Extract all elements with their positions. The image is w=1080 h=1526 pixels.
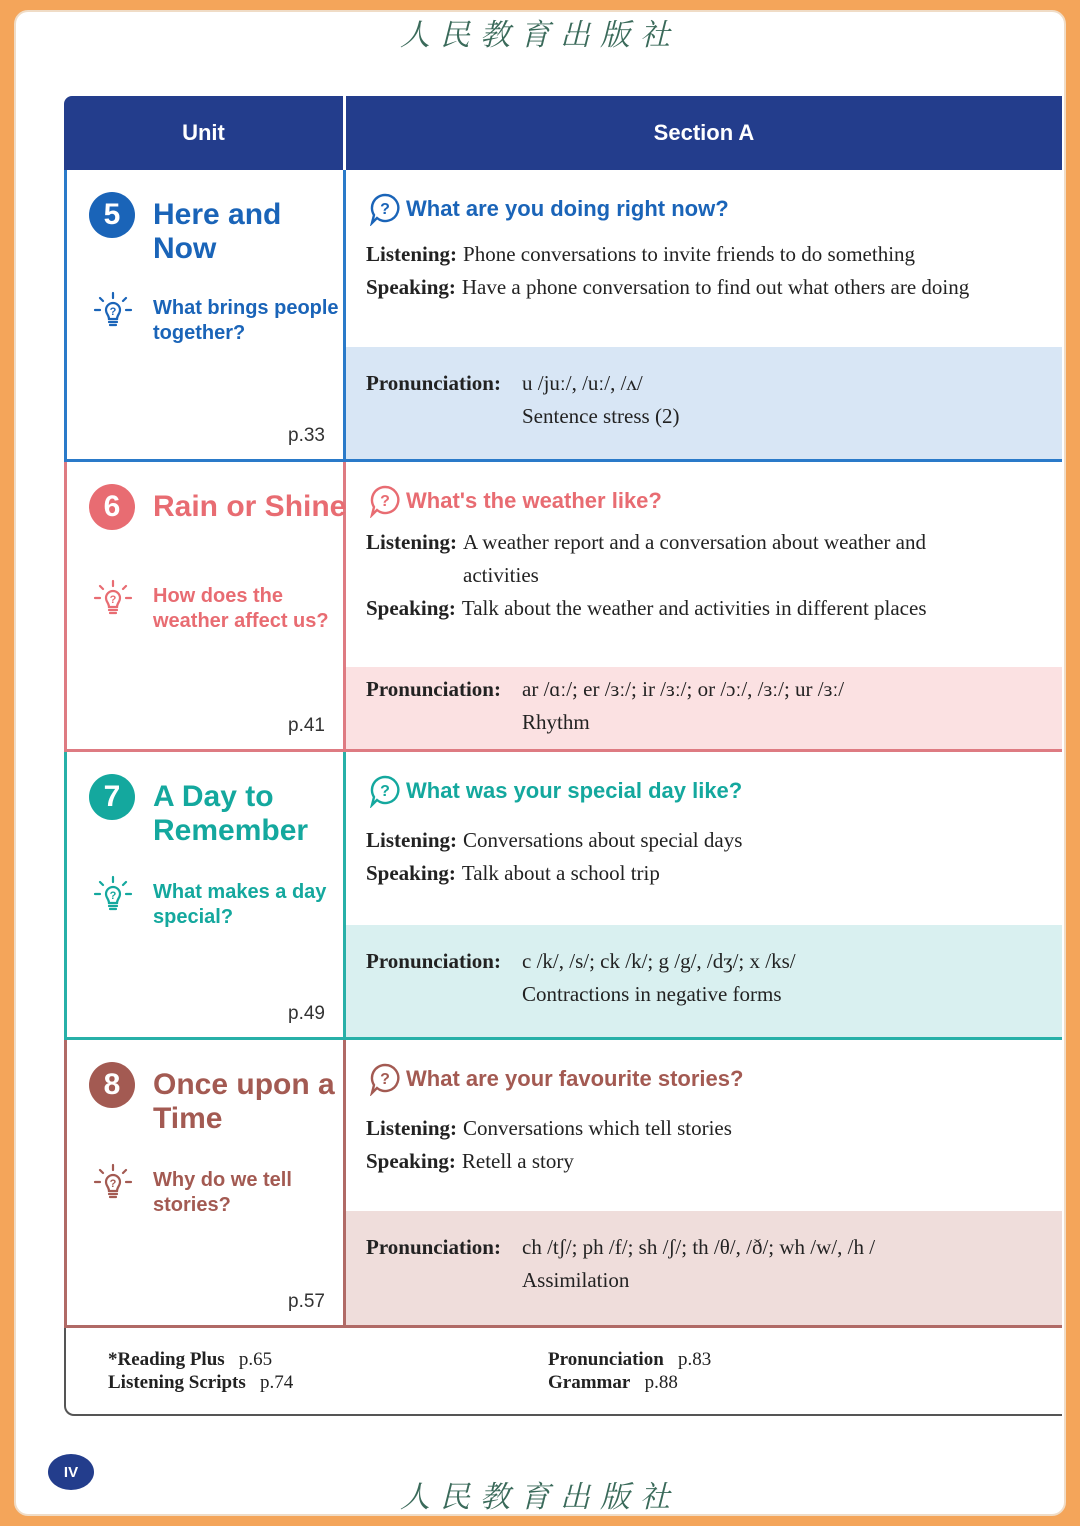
listening-line [366,1112,1002,1145]
pronunciation-topic: Assimilation [522,1268,630,1292]
pronunciation-sounds: ch /tʃ/; ph /f/; sh /ʃ/; th /θ/, /ð/; wh /w/, /h / [522,1235,876,1259]
speaking-label: Speaking: [366,1149,456,1173]
skills-block [366,526,1002,625]
big-question: Why do we tell stories? [153,1169,292,1216]
section-column-header: Section A [653,120,755,145]
unit-page-ref: p.49 [288,1003,325,1024]
section-cell [346,170,1062,462]
section-cell [346,1040,1062,1328]
section-question [368,774,742,808]
appendix-box [64,1328,1062,1416]
pronunciation-label-spacer [366,400,516,433]
question-bubble-icon [368,192,402,226]
section-question-text: What's the weather like? [406,488,662,513]
reading-plus-page: p.65 [238,1349,273,1370]
section-question [368,484,662,518]
svg-text:?: ? [109,594,117,606]
appendix-left [108,1348,293,1394]
unit-number-badge: 7 [89,774,135,820]
pronunciation-label: Pronunciation: [366,677,501,701]
grammar-line[interactable] [548,1371,711,1394]
listening-scripts-line[interactable] [108,1371,293,1394]
pronunciation-line [366,673,1062,706]
speaking-label: Speaking: [366,275,456,299]
unit-page-ref: p.57 [288,1291,325,1312]
speaking-text: Talk about a school trip [461,861,660,885]
reading-plus-line[interactable] [108,1348,293,1371]
svg-text:?: ? [380,493,390,510]
pronunciation-label-spacer [366,706,516,739]
pronunciation-sounds: ar /ɑː/; er /ɜː/; ir /ɜː/; or /ɔː/, /ɜː/; ur /ɜː/ [522,677,845,701]
svg-text:?: ? [109,306,117,318]
unit-number-badge: 6 [89,484,135,530]
unit-cell [64,462,346,752]
speaking-line [366,857,1002,890]
svg-text:?: ? [109,1178,117,1190]
pronunciation-label-spacer [366,1264,516,1297]
listening-label: Listening: [366,530,458,554]
pronunciation-line-2 [366,978,1062,1011]
question-bubble-icon [368,774,402,808]
speaking-label: Speaking: [366,861,456,885]
lightbulb-icon [91,1160,135,1204]
pronunciation-box [346,925,1062,1037]
pronunciation-sounds: c /k/, /s/; ck /k/; g /g/, /dʒ/; x /ks/ [522,949,796,973]
pronunciation-appendix-page: p.83 [678,1349,712,1370]
unit-cell [64,1040,346,1328]
page-number: IV [48,1454,94,1490]
svg-text:?: ? [380,1071,390,1088]
table-header [64,96,1062,170]
unit-title: Once upon a Time [153,1068,335,1135]
skills-block [366,238,1002,304]
listening-scripts-page: p.74 [260,1372,294,1393]
pronunciation-sounds: u /juː/, /uː/, /ʌ/ [522,371,643,395]
skills-block [366,1112,1002,1178]
listening-text: Conversations about special days [463,828,743,852]
pronunciation-label: Pronunciation: [366,949,501,973]
big-question: What brings people together? [153,297,339,344]
pronunciation-appendix-line[interactable] [548,1348,711,1371]
skills-block [366,824,1002,890]
grammar-label: Grammar [548,1372,631,1393]
unit-cell [64,752,346,1040]
pronunciation-line-2 [366,706,1062,739]
pronunciation-topic: Rhythm [522,710,590,734]
unit-title: A Day to Remember [153,780,309,847]
unit-title: Here and Now [153,198,282,265]
unit-row [64,1040,1062,1328]
pronunciation-box [346,347,1062,459]
appendix-right [548,1348,711,1394]
listening-label: Listening: [366,1116,458,1140]
pronunciation-box [346,667,1062,749]
listening-text: A weather report and a conversation about weather and activities [463,530,926,587]
speaking-text: Retell a story [461,1149,574,1173]
section-cell [346,752,1062,1040]
section-question-text: What are your favourite stories? [406,1066,744,1091]
pronunciation-box [346,1211,1062,1325]
pronunciation-label: Pronunciation: [366,371,501,395]
pronunciation-line [366,945,1062,978]
unit-column-header: Unit [64,96,346,170]
pronunciation-label-spacer [366,978,516,1011]
unit-number-badge: 5 [89,192,135,238]
section-question [368,192,729,226]
publisher-watermark-top: 人民教育出版社 [400,18,680,53]
listening-scripts-label: Listening Scripts [108,1372,246,1393]
unit-row [64,170,1062,462]
unit-row [64,462,1062,752]
grammar-page: p.88 [644,1372,678,1393]
section-question-text: What are you doing right now? [406,196,729,221]
listening-label: Listening: [366,242,458,266]
pronunciation-label: Pronunciation: [366,1235,501,1259]
listening-line [366,824,1002,857]
unit-cell [64,170,346,462]
svg-text:?: ? [380,783,390,800]
speaking-text: Have a phone conversation to find out what others are doing [461,275,970,299]
question-bubble-icon [368,1062,402,1096]
pronunciation-topic: Sentence stress (2) [522,404,680,428]
listening-text: Phone conversations to invite friends to do something [463,242,916,266]
big-question: How does the weather affect us? [153,585,329,632]
speaking-line [366,592,1002,625]
unit-page-ref: p.41 [288,715,325,736]
speaking-text: Talk about the weather and activities in different places [461,596,927,620]
svg-text:?: ? [380,201,390,218]
lightbulb-icon [91,872,135,916]
section-question [368,1062,743,1096]
unit-row [64,752,1062,1040]
listening-line [366,238,1002,271]
listening-text: Conversations which tell stories [463,1116,732,1140]
speaking-line [366,271,1002,304]
pronunciation-appendix-label: Pronunciation [548,1349,664,1370]
pronunciation-line-2 [366,400,1062,433]
pronunciation-line [366,367,1062,400]
pronunciation-line-2 [366,1264,1062,1297]
question-bubble-icon [368,484,402,518]
speaking-line [366,1145,1002,1178]
reading-plus-label: *Reading Plus [108,1349,225,1370]
unit-page-ref: p.33 [288,425,325,446]
pronunciation-topic: Contractions in negative forms [522,982,782,1006]
listening-line [366,526,1002,592]
unit-number-badge: 8 [89,1062,135,1108]
svg-text:?: ? [109,890,117,902]
listening-label: Listening: [366,828,458,852]
big-question: What makes a day special? [153,881,327,928]
pronunciation-line [366,1231,1062,1264]
publisher-watermark-bottom: 人民教育出版社 [400,1480,680,1515]
unit-title: Rain or Shine [153,490,347,523]
lightbulb-icon [91,576,135,620]
section-question-text: What was your special day like? [406,778,743,803]
section-cell [346,462,1062,752]
lightbulb-icon [91,288,135,332]
speaking-label: Speaking: [366,596,456,620]
